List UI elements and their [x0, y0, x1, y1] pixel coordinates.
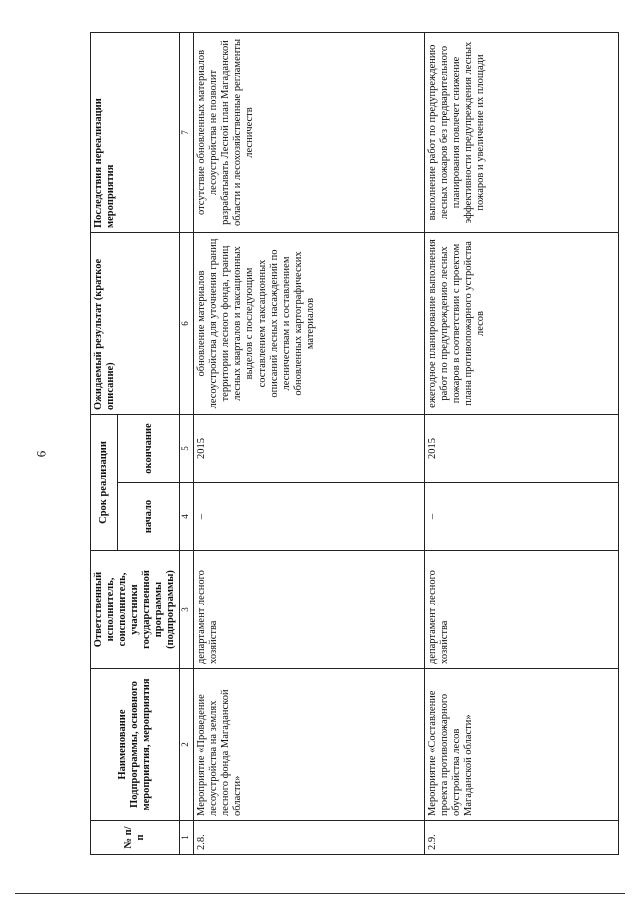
header-name: Наименование Подпрограммы, основного мероприятия, мероприятия	[91, 669, 180, 821]
column-numbers-row	[180, 33, 194, 855]
row-end: 2015	[194, 415, 425, 483]
header-num: № п/п	[91, 821, 180, 855]
column-number: 2	[180, 669, 194, 821]
row-start: –	[194, 483, 425, 551]
header-start: начало	[118, 483, 180, 551]
row-result: обновление материалов лесоустройства для уточнения границ территории лесного фонда, границ лесных кварталов и таксационных выделов с последующим составлением таксационных описаний лесных насаждений по лесничествам и составлением обновленных картографических материалов	[194, 233, 425, 415]
row-num: 2.8.	[194, 821, 425, 855]
header-term: Срок реализации	[91, 415, 118, 551]
table-row	[425, 33, 619, 855]
row-end: 2015	[425, 415, 619, 483]
column-number: 6	[180, 233, 194, 415]
column-number: 4	[180, 483, 194, 551]
header-executor: Ответственный исполнитель, соисполнитель, участники государственной программы (подпрограммы)	[91, 551, 180, 669]
row-name: Мероприятие «Проведение лесоустройства на землях лесного фонда Магаданской области»	[194, 669, 425, 821]
column-number: 7	[180, 33, 194, 233]
row-consequences: выполнение работ по предупреждению лесных пожаров без предварительного планирования повлечет снижение эффективности предупреждения лесных пожаров и увеличение их площади	[425, 33, 619, 233]
page-bottom-rule	[15, 893, 625, 894]
row-executor: департамент лесного хозяйства	[425, 551, 619, 669]
table-row	[194, 33, 425, 855]
column-number: 3	[180, 551, 194, 669]
row-consequences: отсутствие обновленных материалов лесоустройства не позволит разрабатывать Лесной план Магаданской области и лесохозяйственные регламенты лесничеств	[194, 33, 425, 233]
row-num: 2.9.	[425, 821, 619, 855]
header-consequences: Последствия нереализации мероприятия	[91, 33, 180, 233]
page-number: 6	[33, 450, 49, 458]
header-end: окончание	[118, 415, 180, 483]
row-name: Мероприятие «Составление проекта противопожарного обустройства лесов Магаданской области»	[425, 669, 619, 821]
header-row	[91, 33, 118, 855]
column-number: 1	[180, 821, 194, 855]
row-start: –	[425, 483, 619, 551]
row-executor: департамент лесного хозяйства	[194, 551, 425, 669]
program-table	[90, 33, 574, 855]
column-number: 5	[180, 415, 194, 483]
header-result: Ожидаемый результат (краткое описание)	[91, 233, 180, 415]
row-result: ежегодное планирование выполнения работ по предупреждению лесных пожаров в соответствии с проектом плана противопожарного устройства лесов	[425, 233, 619, 415]
